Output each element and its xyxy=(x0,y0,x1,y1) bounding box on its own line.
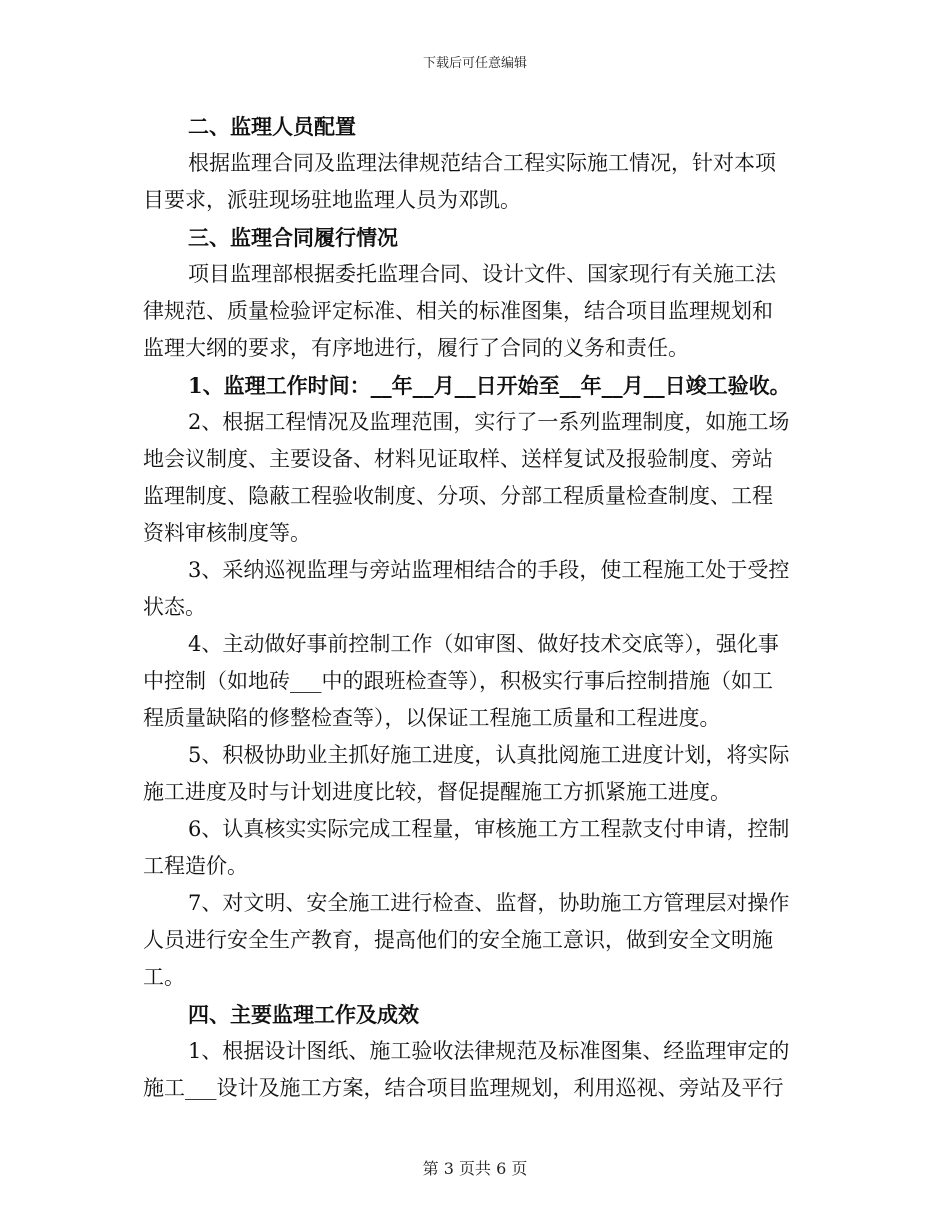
text-line: 人员进行安全生产教育，提高他们的安全施工意识，做到安全文明施 xyxy=(143,928,773,952)
text-line: 工。 xyxy=(143,965,185,989)
text-line: 6、认真核实实际完成工程量，审核施工方工程款支付申请，控制 xyxy=(188,817,790,841)
section-heading: 二、监理人员配置 xyxy=(188,114,356,139)
text-line: 施工进度及时与计划进度比较，督促提醒施工方抓紧施工进度。 xyxy=(143,780,731,804)
text-line: 根据监理合同及监理法律规范结合工程实际施工情况，针对本项 xyxy=(188,151,776,175)
text-line: 工程造价。 xyxy=(143,854,248,878)
text-line: 2、根据工程情况及监理范围，实行了一系列监理制度，如施工场 xyxy=(188,410,790,434)
text-line: 5、积极协助业主抓好施工进度，认真批阅施工进度计划，将实际 xyxy=(188,743,790,767)
text-line: 4、主动做好事前控制工作（如审图、做好技术交底等），强化事 xyxy=(188,632,779,656)
text-line: 7、对文明、安全施工进行检查、监督，协助施工方管理层对操作 xyxy=(188,891,790,915)
document-body xyxy=(143,108,807,1107)
page-footer: 第 3 页共 6 页 xyxy=(422,1159,528,1178)
text-line: 资料审核制度等。 xyxy=(143,521,311,545)
text-line: 律规范、质量检验评定标准、相关的标准图集，结合项目监理规划和 xyxy=(143,299,773,323)
page-header: 下载后可任意编辑 xyxy=(422,56,527,71)
text-line: 3、采纳巡视监理与旁站监理相结合的手段，使工程施工处于受控 xyxy=(188,558,790,582)
text-line: 状态。 xyxy=(143,595,206,619)
text-line: 中控制（如地砖___中的跟班检查等），积极实行事后控制措施（如工 xyxy=(143,669,773,693)
text-line: 1、根据设计图纸、施工验收法律规范及标准图集、经监理审定的 xyxy=(188,1039,790,1063)
section-heading: 三、监理合同履行情况 xyxy=(188,225,398,250)
section-heading: 1、监理工作时间：__年__月__日开始至__年__月__日竣工验收。 xyxy=(188,373,791,398)
text-line: 施工___设计及施工方案，结合项目监理规划，利用巡视、旁站及平行 xyxy=(143,1076,784,1100)
text-line: 地会议制度、主要设备、材料见证取样、送样复试及报验制度、旁站 xyxy=(143,447,773,471)
text-line: 程质量缺陷的修整检查等），以保证工程施工质量和工程进度。 xyxy=(143,706,721,730)
text-line: 项目监理部根据委托监理合同、设计文件、国家现行有关施工法 xyxy=(188,262,776,286)
text-line: 目要求，派驻现场驻地监理人员为邓凯。 xyxy=(143,188,521,212)
text-line: 监理大纲的要求，有序地进行，履行了合同的义务和责任。 xyxy=(143,336,689,360)
text-line: 监理制度、隐蔽工程验收制度、分项、分部工程质量检查制度、工程 xyxy=(143,484,773,508)
section-heading: 四、主要监理工作及成效 xyxy=(188,1002,419,1027)
